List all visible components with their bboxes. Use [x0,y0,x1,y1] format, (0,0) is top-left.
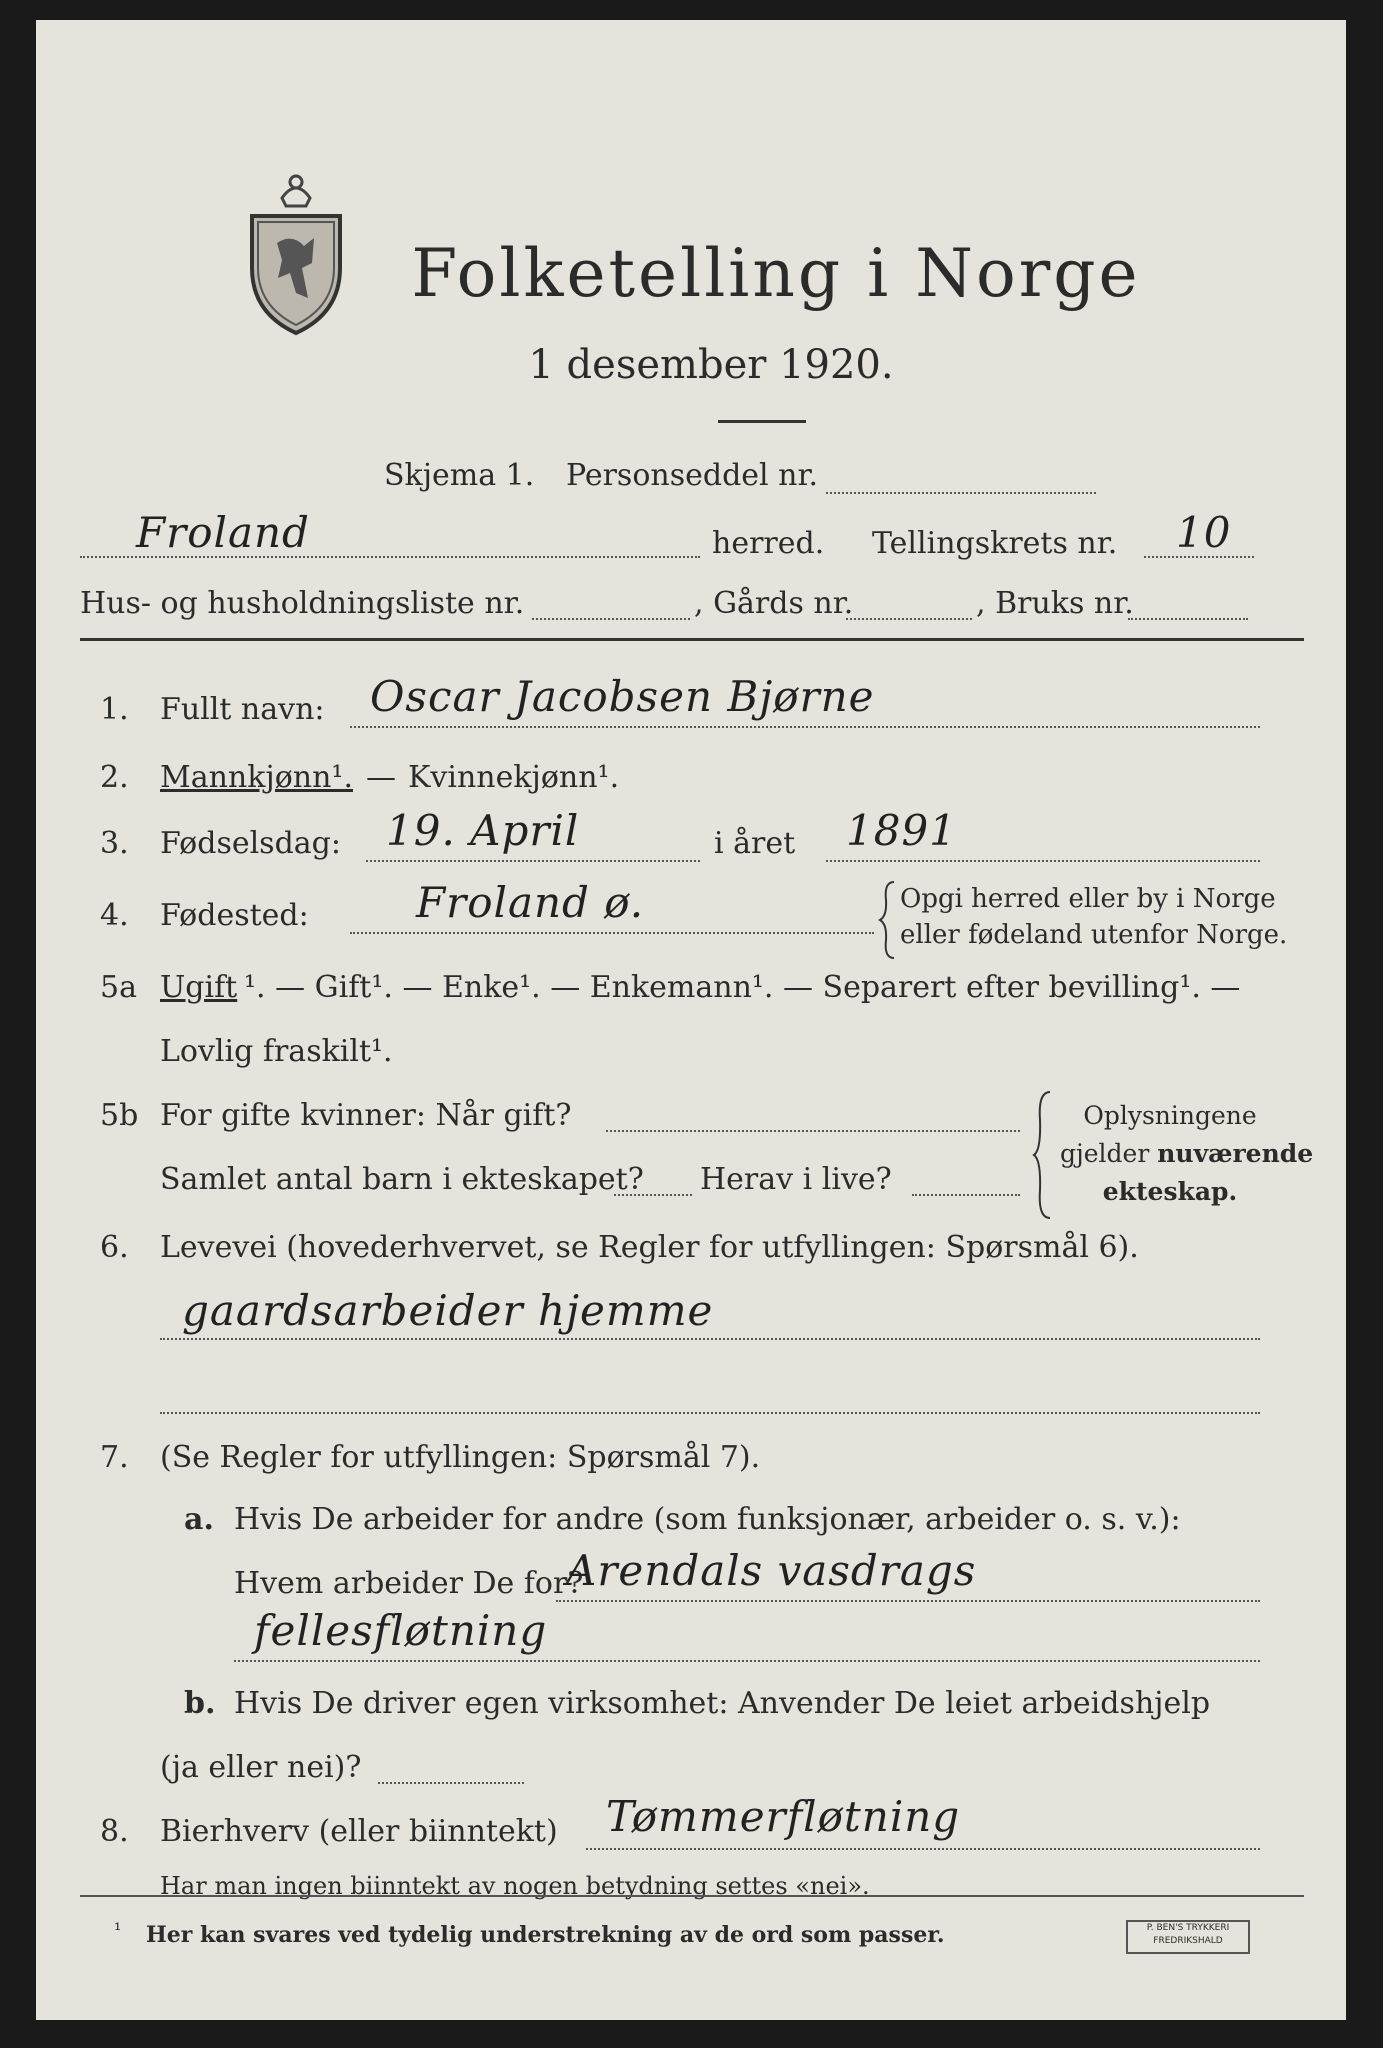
q7-number: 7. [100,1440,129,1475]
gards-field[interactable] [846,618,972,620]
marital-options[interactable]: ¹. — Gift¹. — Enke¹. — Enkemann¹. — Separert efter bevilling¹. — [244,970,1241,1005]
tellingskrets-value[interactable]: 10 [1176,508,1232,557]
occupation-line-1 [160,1338,1260,1340]
q1-number: 1. [100,692,129,727]
footnote-mark: ¹ [114,1920,122,1941]
q7-label: (Se Regler for utfyllingen: Spørsmål 7). [160,1440,761,1475]
year-label: i året [714,826,796,861]
hus-field[interactable] [532,618,690,620]
works-for-others-label: Hvis De arbeider for andre (som funksjonær, arbeider o. s. v.): [234,1502,1181,1537]
female-option[interactable]: Kvinnekjønn¹. [408,760,620,795]
hus-label: Hus- og husholdningsliste nr. [80,586,525,621]
self-employed-label: Hvis De driver egen virksomhet: Anvender De leiet arbeidshjelp [234,1686,1211,1721]
full-name-label: Fullt navn: [160,692,325,727]
tellingskrets-label: Tellingskrets nr. [872,526,1118,561]
children-alive-field[interactable] [912,1194,1020,1196]
q3-number: 3. [100,826,129,861]
gards-label: , Gårds nr. [694,586,854,621]
children-count-label: Samlet antal barn i ekteskapet? [160,1162,644,1197]
side-income-line [586,1848,1260,1850]
q7a-letter: a. [184,1502,214,1537]
herred-value[interactable]: Froland [136,508,310,557]
herred-label: herred. [712,526,825,561]
herred-field-line [80,556,700,558]
gender-separator: — [366,760,396,795]
printer-stamp-line-2: FREDRIKSHALD [1153,1936,1223,1946]
employer-value-2[interactable]: fellesfløtning [254,1606,548,1655]
birthplace-note-2: eller fødeland utenfor Norge. [900,920,1288,950]
birthplace-line [350,932,874,934]
q8-number: 8. [100,1814,129,1849]
side-income-note: Har man ingen biinntekt av nogen betydning settes «nei». [160,1872,870,1900]
q5b-number: 5b [100,1098,139,1133]
full-name-value[interactable]: Oscar Jacobsen Bjørne [370,672,875,721]
children-alive-label: Herav i live? [700,1162,892,1197]
brace-icon [878,880,896,960]
q5a-number: 5a [100,970,137,1005]
q2-number: 2. [100,760,129,795]
q7b-letter: b. [184,1686,216,1721]
birthplace-label: Fødested: [160,898,309,933]
birthplace-note-1: Opgi herred eller by i Norge [900,884,1276,914]
current-marriage-note-1: Oplysningene [1083,1101,1257,1130]
bruks-field[interactable] [1128,618,1248,620]
hired-help-label: (ja eller nei)? [160,1750,362,1785]
q6-number: 6. [100,1230,129,1265]
current-marriage-note-2: gjelder nuværende [1060,1139,1314,1168]
male-option[interactable]: Mannkjønn¹. [160,760,353,795]
brace-icon [1032,1090,1052,1220]
full-name-line [350,726,1260,728]
personseddel-field[interactable] [826,492,1096,494]
birthplace-value[interactable]: Froland ø. [416,878,645,927]
married-when-field[interactable] [606,1130,1020,1132]
birthdate-line [366,860,700,862]
tellingskrets-field-line [1144,556,1254,558]
employer-line-2 [234,1660,1260,1662]
header-divider [80,638,1304,641]
birth-year-line [826,860,1260,862]
printer-stamp-line-1: P. BEN'S TRYKKERI [1146,1923,1230,1933]
census-date: 1 desember 1920. [528,342,894,388]
side-income-label: Bierhverv (eller biinntekt) [160,1814,558,1849]
occupation-line-2 [160,1412,1260,1414]
employer-line-1 [556,1600,1260,1602]
unmarried-option[interactable]: Ugift [160,970,238,1005]
bruks-label: , Bruks nr. [976,586,1134,621]
divorced-option[interactable]: Lovlig fraskilt¹. [160,1034,393,1069]
married-when-label: For gifte kvinner: Når gift? [160,1098,572,1133]
footer-divider [80,1895,1304,1897]
q4-number: 4. [100,898,129,933]
personseddel-label: Personseddel nr. [566,458,819,493]
skjema-label: Skjema 1. [384,458,535,493]
current-marriage-note-3: ekteskap. [1102,1177,1238,1206]
form-title: Folketelling i Norge [411,235,1141,312]
employer-value-1[interactable]: Arendals vasdrags [566,1546,977,1595]
title-divider [718,420,806,423]
birthdate-label: Fødselsdag: [160,826,341,861]
birthdate-value[interactable]: 19. April [386,806,580,855]
census-form-page [36,20,1346,2020]
hired-help-field[interactable] [378,1782,524,1784]
employer-label: Hvem arbeider De for? [234,1566,584,1601]
birth-year-value[interactable]: 1891 [846,806,957,855]
side-income-value[interactable]: Tømmerfløtning [606,1792,961,1841]
occupation-label: Levevei (hovederhvervet, se Regler for utfyllingen: Spørsmål 6). [160,1230,1139,1265]
printer-stamp [1126,1920,1250,1954]
children-count-field[interactable] [614,1194,692,1196]
occupation-value[interactable]: gaardsarbeider hjemme [182,1286,714,1335]
footnote-text: Her kan svares ved tydelig understrekning av de ord som passer. [146,1922,945,1948]
